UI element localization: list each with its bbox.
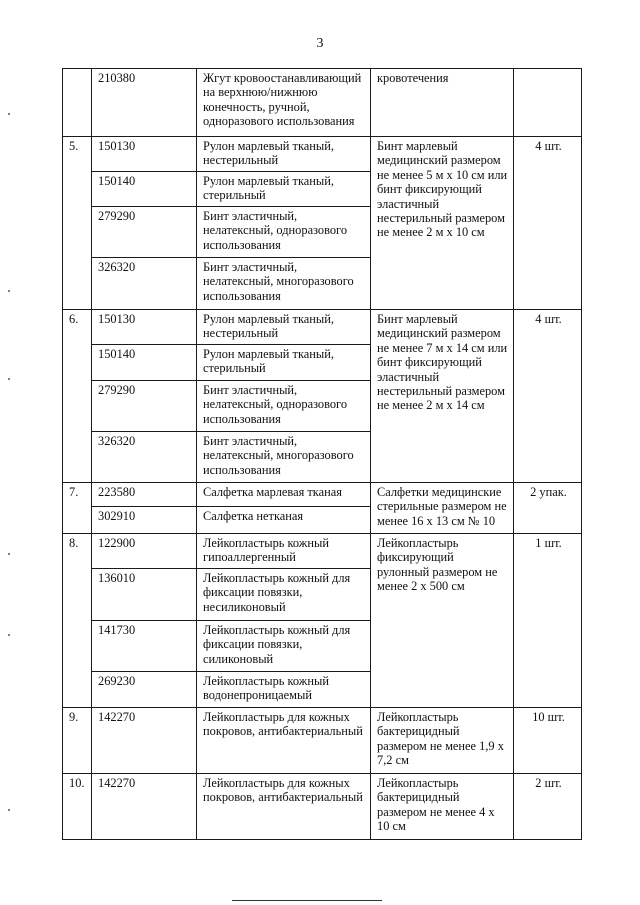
item-description: Лейкопластырь бактерицидный размером не менее 4 х 10 см (371, 774, 514, 840)
item-name: Рулон марлевый тканый, нестерильный (197, 310, 371, 345)
item-name: Бинт эластичный, нелатексный, многоразового использования (197, 432, 371, 483)
item-name: Салфетка нетканая (197, 507, 371, 534)
item-description: Бинт марлевый медицинский размером не менее 5 м х 10 см или бинт фиксирующий эластичный нестерильный размером не менее 2 м х 10 см (371, 137, 514, 310)
scan-speck (8, 553, 10, 555)
table-row (63, 137, 582, 172)
item-code: 302910 (92, 507, 197, 534)
item-code: 122900 (92, 534, 197, 569)
scan-speck (8, 290, 10, 292)
scan-speck (8, 809, 10, 811)
table-row (63, 483, 582, 507)
item-number: 5. (63, 137, 92, 310)
item-name: Лейкопластырь для кожных покровов, антибактериальный (197, 708, 371, 774)
item-code: 326320 (92, 432, 197, 483)
item-code: 150130 (92, 310, 197, 345)
scan-edge-line (232, 900, 382, 901)
item-number: 9. (63, 708, 92, 774)
item-description: Лейкопластырь фиксирующий рулонный размером не менее 2 х 500 см (371, 534, 514, 708)
item-quantity: 4 шт. (514, 137, 582, 310)
item-name: Салфетка марлевая тканая (197, 483, 371, 507)
item-code: 279290 (92, 207, 197, 258)
item-code: 279290 (92, 381, 197, 432)
item-name: Лейкопластырь для кожных покровов, антибактериальный (197, 774, 371, 840)
item-name: Лейкопластырь кожный для фиксации повязки, силиконовый (197, 621, 371, 672)
item-code: 136010 (92, 569, 197, 621)
table-row (63, 310, 582, 345)
item-description: кровотечения (371, 69, 514, 137)
item-code: 269230 (92, 672, 197, 708)
item-quantity: 2 шт. (514, 774, 582, 840)
item-name: Жгут кровоостанавливающий на верхнюю/нижнюю конечность, ручной, одноразового использования (197, 69, 371, 137)
item-quantity: 4 шт. (514, 310, 582, 483)
item-description: Бинт марлевый медицинский размером не менее 7 м х 14 см или бинт фиксирующий эластичный нестерильный размером не менее 2 м х 14 см (371, 310, 514, 483)
item-code: 150130 (92, 137, 197, 172)
item-quantity (514, 69, 582, 137)
page-number: 3 (316, 36, 324, 51)
table-row (63, 774, 582, 840)
item-name: Лейкопластырь кожный гипоаллергенный (197, 534, 371, 569)
item-number: 7. (63, 483, 92, 534)
item-code: 210380 (92, 69, 197, 137)
item-code: 326320 (92, 258, 197, 310)
item-code: 142270 (92, 708, 197, 774)
item-description: Салфетки медицинские стерильные размером не менее 16 х 13 см № 10 (371, 483, 514, 534)
scan-speck (8, 378, 10, 380)
item-code: 142270 (92, 774, 197, 840)
item-name: Бинт эластичный, нелатексный, многоразового использования (197, 258, 371, 310)
item-number (63, 69, 92, 137)
scan-speck (8, 113, 10, 115)
table-row (63, 534, 582, 569)
item-name: Бинт эластичный, нелатексный, одноразового использования (197, 381, 371, 432)
item-name: Рулон марлевый тканый, стерильный (197, 345, 371, 381)
medical-supplies-table (62, 68, 582, 840)
item-name: Бинт эластичный, нелатексный, одноразового использования (197, 207, 371, 258)
table-row (63, 708, 582, 774)
item-code: 141730 (92, 621, 197, 672)
item-name: Лейкопластырь кожный водонепроницаемый (197, 672, 371, 708)
scan-speck (8, 634, 10, 636)
item-name: Лейкопластырь кожный для фиксации повязки, несиликоновый (197, 569, 371, 621)
item-code: 223580 (92, 483, 197, 507)
item-number: 6. (63, 310, 92, 483)
item-code: 150140 (92, 172, 197, 207)
item-name: Рулон марлевый тканый, нестерильный (197, 137, 371, 172)
table-row (63, 69, 582, 137)
item-code: 150140 (92, 345, 197, 381)
item-quantity: 2 упак. (514, 483, 582, 534)
item-number: 10. (63, 774, 92, 840)
item-description: Лейкопластырь бактерицидный размером не менее 1,9 х 7,2 см (371, 708, 514, 774)
item-quantity: 1 шт. (514, 534, 582, 708)
item-number: 8. (63, 534, 92, 708)
item-quantity: 10 шт. (514, 708, 582, 774)
item-name: Рулон марлевый тканый, стерильный (197, 172, 371, 207)
